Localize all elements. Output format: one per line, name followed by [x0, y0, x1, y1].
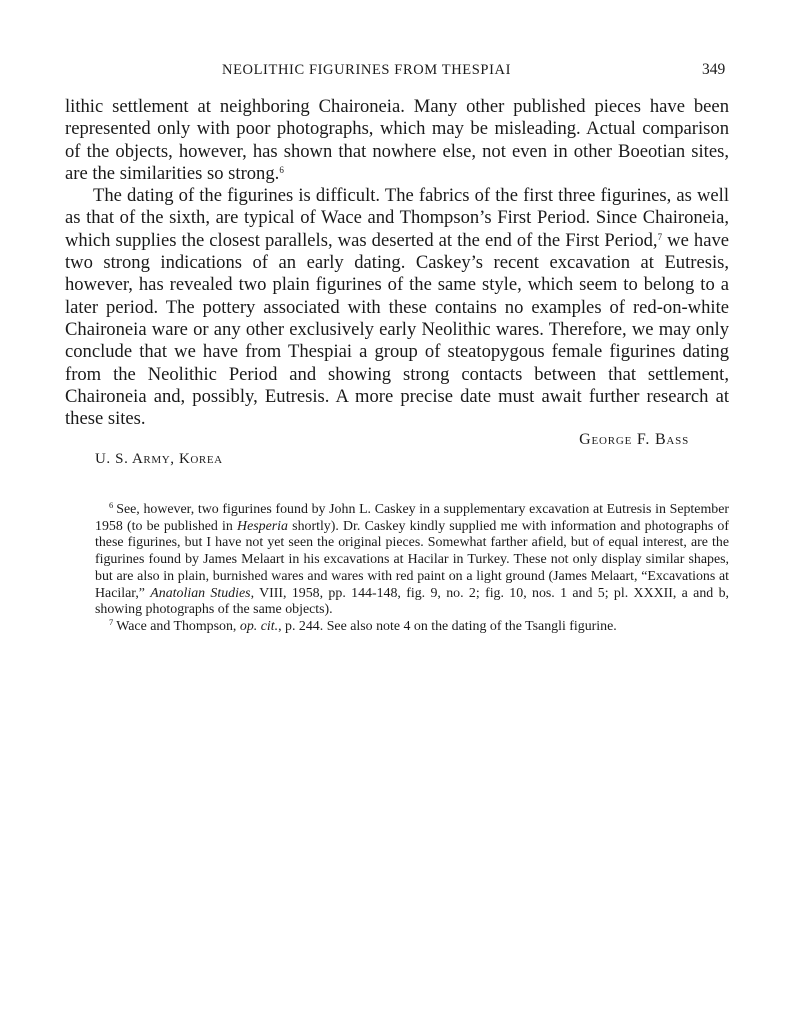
footnote-6-series-title: Anatolian Studies [150, 585, 251, 601]
paragraph-2-text-a: The dating of the figurines is difficult. The fabrics of the first three figurines, as well as that of the sixth, are typical of Wace and Thompson’s First Period. Since Chaironeia, which supplies the closest parallels, was deserted at the end of the First Period, [65, 185, 729, 251]
running-title: NEOLITHIC FIGURINES FROM THESPIAI [222, 62, 511, 78]
footnote-7-text-b: , p. 244. See also note 4 on the dating of the Tsangli figurine. [278, 618, 617, 634]
footnote-7-mark: 7 [109, 616, 114, 627]
paragraph-1 [65, 96, 729, 185]
paragraph-1-text: lithic settlement at neighboring Chaironeia. Many other published pieces have been represented only with poor photographs, which may be misleading. Actual comparison of the objects, however, has shown that nowhere else, not even in other Boeotian sites, are the similarities so strong. [65, 96, 729, 184]
note-ref-6[interactable]: 6 [279, 164, 284, 175]
main-text [65, 96, 729, 430]
footnote-6-text-b: shortly). Dr. Caskey kindly supplied me with information and photographs of these figurines, but I have not yet seen the original pieces. Somewhat farther afield, but of equal interest, are the figurines found by James Melaart in his excavations at Hacilar in Turkey. These not only display similar shapes, but are also in plain, burnished wares and wares with red paint on a light ground (James Melaart, “Excavations at Hacilar,” [95, 518, 729, 601]
footnotes [95, 502, 729, 636]
paragraph-2 [65, 185, 729, 430]
author-affiliation: U. S. Army, Korea [95, 451, 223, 467]
author-signature: George F. Bass [579, 431, 689, 448]
footnote-6-text-a: See, however, two figurines found by John L. Caskey in a supplementary excavation at Eutresis in September 1958 (to be published in [95, 502, 729, 534]
footnote-7-text-a: Wace and Thompson, [116, 618, 240, 634]
note-ref-7[interactable]: 7 [657, 231, 663, 242]
paragraph-2-text-b: we have two strong indications of an early dating. Caskey’s recent excavation at Eutresis, however, has revealed two plain figurines of the same style, which seem to belong to a later period. The pottery associated with these contains no examples of red-on-white Chaironeia ware or any other exclusively early Neolithic wares. Therefore, we may only conclude that we have from Thespiai a group of steatopygous female figurines dating from the Neolithic Period and showing strong contacts between that settlement, Chaironeia and, possibly, Eutresis. A more precise date must await further research at these sites. [65, 229, 729, 430]
page-number: 349 [702, 61, 726, 78]
footnote-6 [95, 502, 729, 619]
footnote-6-mark: 6 [109, 500, 114, 510]
footnote-6-journal-title: Hesperia [237, 518, 288, 534]
footnote-6-text-c: , VIII, 1958, pp. 144-148, fig. 9, no. 2; fig. 10, nos. 1 and 5; pl. XXXII, a and b, showing photographs of the same objects). [95, 585, 729, 618]
footnote-7-op-cit: op. cit. [239, 618, 279, 634]
footnote-7 [95, 616, 729, 636]
